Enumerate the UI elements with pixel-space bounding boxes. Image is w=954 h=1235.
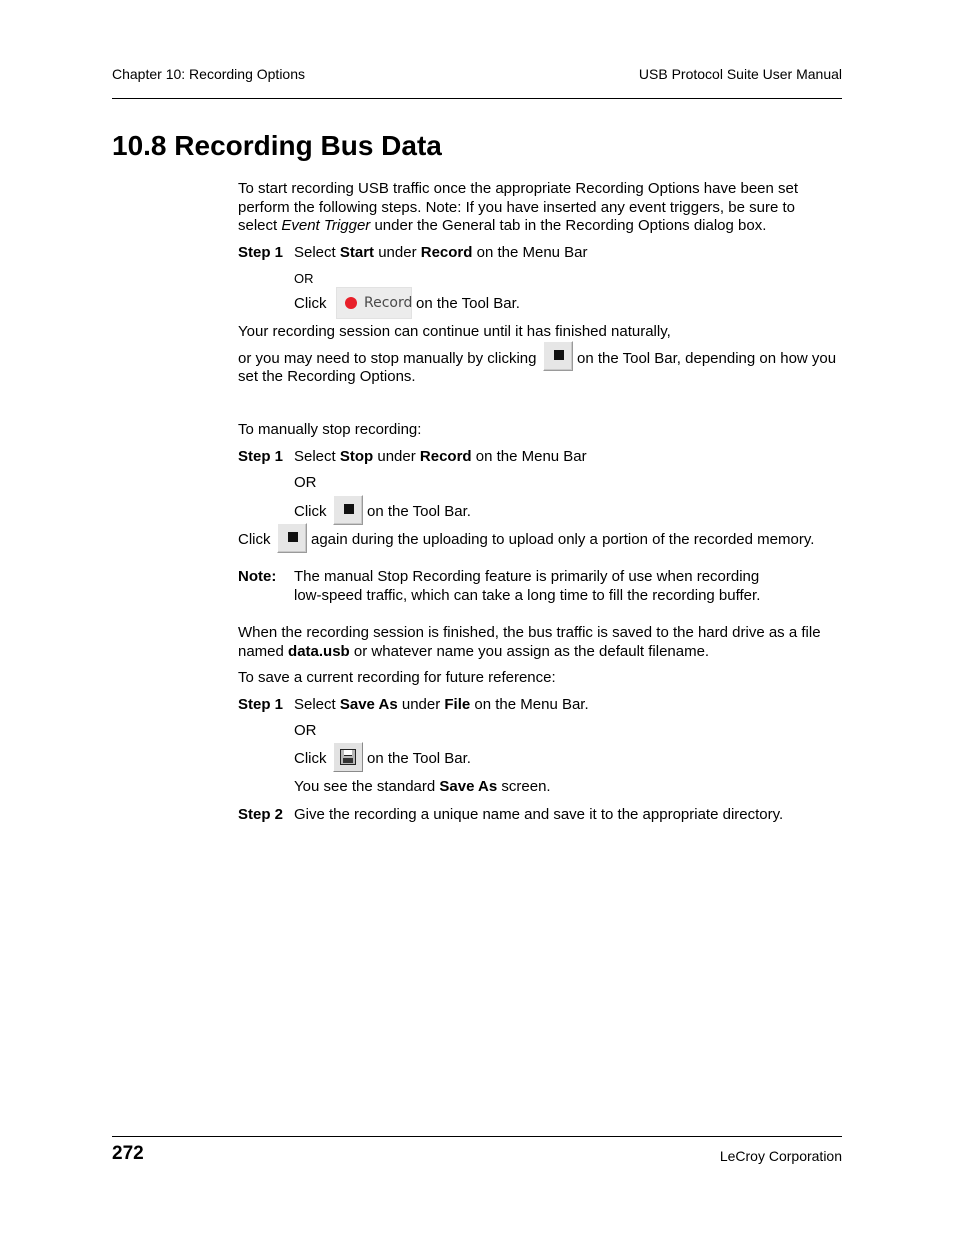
step-emphasis: Stop — [339, 448, 374, 465]
toolbar-suffix: on the Tool Bar. — [367, 503, 471, 520]
note-line-1: The manual Stop Recording feature is primarily of use when recording — [294, 568, 760, 585]
session-line-3: set the Recording Options. — [238, 368, 416, 385]
page-number: 272 — [112, 1143, 144, 1164]
finish-text: or whatever name you assign as the default filename. — [349, 643, 710, 660]
save-intro: To save a current recording for future reference: — [238, 669, 556, 686]
stop-square-icon — [344, 504, 354, 514]
floppy-disk-icon — [340, 749, 356, 765]
step-label: Step 1 — [238, 244, 284, 261]
stop-toolbar-button[interactable] — [277, 523, 307, 553]
step-emphasis: Save As — [339, 696, 398, 713]
step-text: under — [374, 244, 421, 261]
step-emphasis: Save As — [439, 778, 498, 795]
step-text: You see the standard — [294, 778, 440, 795]
stop-toolbar-button[interactable] — [543, 341, 573, 371]
step-emphasis: Record — [420, 244, 473, 261]
intro-text: under the General tab in the Recording Options dialog box. — [370, 217, 767, 234]
finish-line-2 — [238, 643, 709, 662]
step-text: Select — [294, 244, 340, 261]
session-line-1: Your recording session can continue until it has finished naturally, — [238, 323, 671, 340]
save-see-text — [294, 778, 551, 797]
or-separator: OR — [294, 474, 317, 491]
step-text: on the Menu Bar — [472, 244, 588, 261]
section-title: 10.8 Recording Bus Data — [112, 130, 442, 161]
stop-again-text: again during the uploading to upload only a portion of the recorded memory. — [311, 531, 815, 548]
intro-line-2: perform the following steps. Note: If you have inserted any event triggers, be sure to — [238, 199, 795, 216]
intro-line-3 — [238, 217, 766, 236]
stop-toolbar-button[interactable] — [333, 495, 363, 525]
click-label: Click — [294, 750, 327, 767]
step-text: Select — [294, 696, 340, 713]
record-toolbar-button[interactable] — [336, 287, 412, 319]
start-step-1-text — [294, 244, 588, 263]
save-step-2-text: Give the recording a unique name and save it to the appropriate directory. — [294, 806, 784, 823]
toolbar-suffix: on the Tool Bar. — [416, 295, 520, 312]
step-text: under — [373, 448, 420, 465]
record-button-label: Record — [364, 295, 413, 311]
click-label: Click — [238, 531, 271, 548]
intro-emphasis-event-trigger: Event Trigger — [281, 217, 371, 234]
intro-line-1: To start recording USB traffic once the appropriate Recording Options have been set — [238, 180, 799, 197]
finish-line-1: When the recording session is finished, the bus traffic is saved to the hard drive as a file — [238, 624, 821, 641]
stop-intro: To manually stop recording: — [238, 421, 422, 438]
or-separator: OR — [294, 271, 314, 286]
step-label: Step 1 — [238, 696, 284, 713]
save-step-1-text — [294, 696, 589, 715]
intro-text: select — [238, 217, 282, 234]
footer-company: LeCroy Corporation — [719, 1148, 842, 1164]
finish-text: named — [238, 643, 289, 660]
note-line-2: low-speed traffic, which can take a long time to fill the recording buffer. — [294, 587, 761, 604]
toolbar-suffix: on the Tool Bar. — [367, 750, 471, 767]
save-toolbar-button[interactable] — [333, 742, 363, 772]
or-separator: OR — [294, 722, 317, 739]
session-line-2b: on the Tool Bar, depending on how you — [577, 350, 837, 367]
running-header-chapter: Chapter 10: Recording Options — [112, 66, 305, 82]
step-text: on the Menu Bar — [471, 448, 587, 465]
footer-rule — [112, 1136, 842, 1137]
header-rule — [112, 98, 842, 99]
stop-square-icon — [554, 350, 564, 360]
step-label: Step 1 — [238, 448, 284, 465]
record-dot-icon — [345, 297, 357, 309]
step-emphasis: Record — [419, 448, 472, 465]
default-filename: data.usb — [288, 643, 350, 660]
note-label: Note: — [238, 568, 277, 585]
step-text: Select — [294, 448, 340, 465]
stop-step-1-text — [294, 448, 587, 467]
click-label: Click — [294, 295, 327, 312]
session-line-2a: or you may need to stop manually by clicking — [238, 350, 537, 367]
step-emphasis: Start — [339, 244, 375, 261]
step-text: screen. — [497, 778, 551, 795]
step-text: under — [397, 696, 445, 713]
running-header-manual-title: USB Protocol Suite User Manual — [638, 66, 842, 82]
step-label: Step 2 — [238, 806, 284, 823]
step-emphasis: File — [444, 696, 471, 713]
stop-square-icon — [288, 532, 298, 542]
step-text: on the Menu Bar. — [470, 696, 589, 713]
click-label: Click — [294, 503, 327, 520]
